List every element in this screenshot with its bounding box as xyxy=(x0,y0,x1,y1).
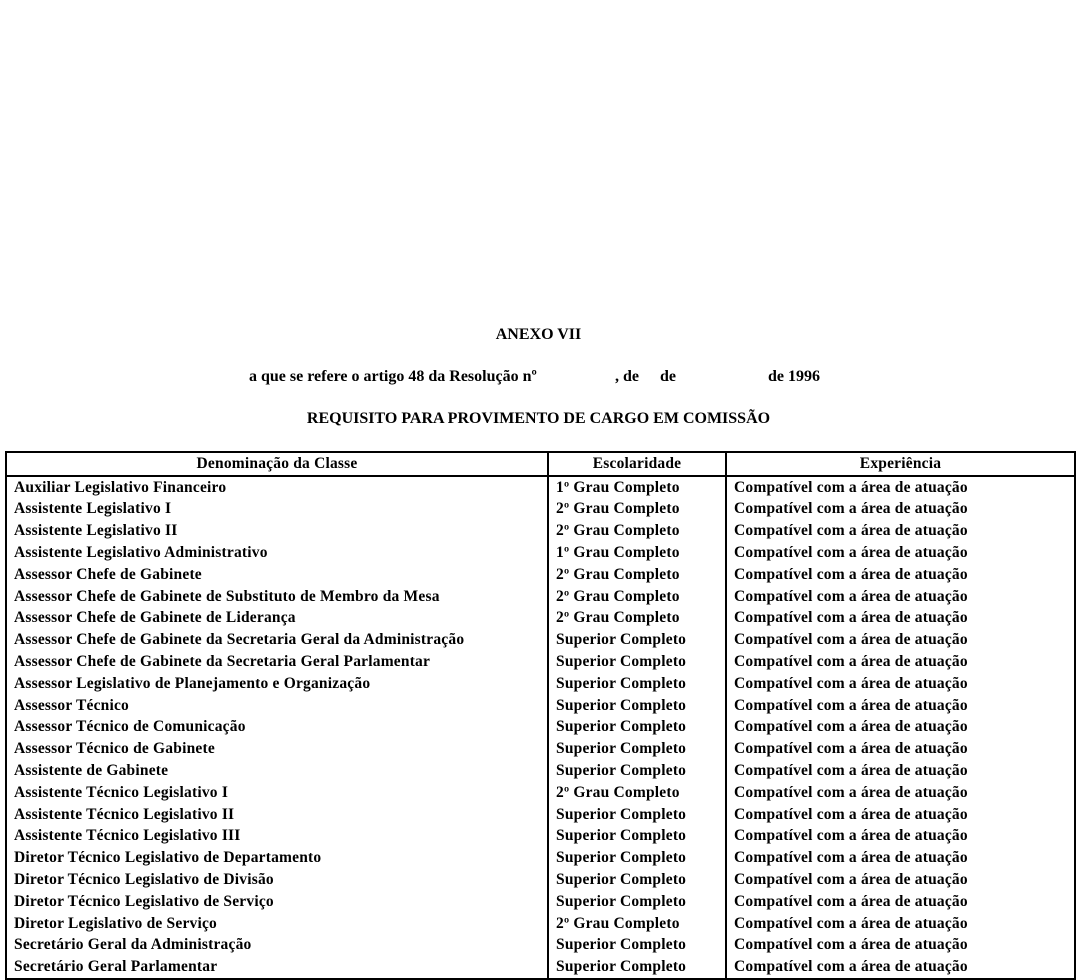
page-subtitle: REQUISITO PARA PROVIMENTO DE CARGO EM COMISSÃO xyxy=(306,410,771,427)
cell-experience: Compatível com a área de atuação xyxy=(726,891,1075,913)
cell-experience: Compatível com a área de atuação xyxy=(726,564,1075,586)
cell-education: Superior Completo xyxy=(548,804,726,826)
cell-class-name: Secretário Geral Parlamentar xyxy=(6,956,548,979)
table-row xyxy=(6,913,1075,935)
table-row xyxy=(6,499,1075,521)
cell-experience: Compatível com a área de atuação xyxy=(726,826,1075,848)
cell-experience: Compatível com a área de atuação xyxy=(726,760,1075,782)
cell-education: Superior Completo xyxy=(548,956,726,979)
cell-class-name: Assessor Chefe de Gabinete da Secretaria Geral Parlamentar xyxy=(6,651,548,673)
cell-class-name: Assistente Técnico Legislativo III xyxy=(6,826,548,848)
cell-experience: Compatível com a área de atuação xyxy=(726,956,1075,979)
cell-education: Superior Completo xyxy=(548,869,726,891)
cell-education: Superior Completo xyxy=(548,760,726,782)
cell-experience: Compatível com a área de atuação xyxy=(726,673,1075,695)
table-row xyxy=(6,847,1075,869)
table-body xyxy=(6,476,1075,979)
cell-experience: Compatível com a área de atuação xyxy=(726,847,1075,869)
table-row xyxy=(6,760,1075,782)
table-row xyxy=(6,869,1075,891)
table-row xyxy=(6,826,1075,848)
cell-education: 2º Grau Completo xyxy=(548,913,726,935)
table-row xyxy=(6,717,1075,739)
cell-education: Superior Completo xyxy=(548,717,726,739)
reference-text-de-month: de xyxy=(660,368,676,385)
cell-class-name: Assistente Técnico Legislativo I xyxy=(6,782,548,804)
cell-class-name: Assistente Legislativo Administrativo xyxy=(6,542,548,564)
cell-class-name: Assessor Técnico de Comunicação xyxy=(6,717,548,739)
table-row xyxy=(6,782,1075,804)
cell-education: Superior Completo xyxy=(548,695,726,717)
cell-class-name: Assistente Legislativo I xyxy=(6,499,548,521)
cell-experience: Compatível com a área de atuação xyxy=(726,586,1075,608)
cell-education: Superior Completo xyxy=(548,847,726,869)
cell-class-name: Assistente Legislativo II xyxy=(6,520,548,542)
cell-class-name: Assessor Legislativo de Planejamento e Organização xyxy=(6,673,548,695)
cell-education: 2º Grau Completo xyxy=(548,782,726,804)
table-row xyxy=(6,651,1075,673)
cell-experience: Compatível com a área de atuação xyxy=(726,651,1075,673)
table-row xyxy=(6,738,1075,760)
cell-experience: Compatível com a área de atuação xyxy=(726,935,1075,957)
cell-education: 2º Grau Completo xyxy=(548,520,726,542)
table-row xyxy=(6,608,1075,630)
cell-education: Superior Completo xyxy=(548,651,726,673)
cell-class-name: Assessor Chefe de Gabinete de Liderança xyxy=(6,608,548,630)
table-row xyxy=(6,542,1075,564)
cell-class-name: Assistente de Gabinete xyxy=(6,760,548,782)
column-header-class: Denominação da Classe xyxy=(6,452,548,476)
cell-education: 2º Grau Completo xyxy=(548,586,726,608)
column-header-education: Escolaridade xyxy=(548,452,726,476)
cell-class-name: Assessor Chefe de Gabinete de Substituto de Membro da Mesa xyxy=(6,586,548,608)
cell-education: 2º Grau Completo xyxy=(548,608,726,630)
reference-text-year: de 1996 xyxy=(768,368,820,385)
table-header-row xyxy=(6,452,1075,476)
cell-experience: Compatível com a área de atuação xyxy=(726,913,1075,935)
cell-experience: Compatível com a área de atuação xyxy=(726,499,1075,521)
cell-experience: Compatível com a área de atuação xyxy=(726,476,1075,499)
cell-experience: Compatível com a área de atuação xyxy=(726,542,1075,564)
table-row xyxy=(6,476,1075,499)
cell-education: Superior Completo xyxy=(548,935,726,957)
cell-education: Superior Completo xyxy=(548,629,726,651)
table-row xyxy=(6,673,1075,695)
reference-line xyxy=(0,367,1077,387)
cell-experience: Compatível com a área de atuação xyxy=(726,695,1075,717)
cell-class-name: Assessor Técnico de Gabinete xyxy=(6,738,548,760)
cell-class-name: Auxiliar Legislativo Financeiro xyxy=(6,476,548,499)
cell-experience: Compatível com a área de atuação xyxy=(726,804,1075,826)
cell-class-name: Diretor Técnico Legislativo de Divisão xyxy=(6,869,548,891)
cell-experience: Compatível com a área de atuação xyxy=(726,629,1075,651)
table-row xyxy=(6,629,1075,651)
cell-experience: Compatível com a área de atuação xyxy=(726,608,1075,630)
cell-experience: Compatível com a área de atuação xyxy=(726,869,1075,891)
table-row xyxy=(6,956,1075,979)
requirements-table xyxy=(5,451,1076,980)
cell-education: 2º Grau Completo xyxy=(548,499,726,521)
table-row xyxy=(6,564,1075,586)
cell-class-name: Diretor Técnico Legislativo de Serviço xyxy=(6,891,548,913)
column-header-experience: Experiência xyxy=(726,452,1075,476)
table-row xyxy=(6,520,1075,542)
table-row xyxy=(6,586,1075,608)
table-row xyxy=(6,935,1075,957)
cell-class-name: Assistente Técnico Legislativo II xyxy=(6,804,548,826)
cell-experience: Compatível com a área de atuação xyxy=(726,738,1075,760)
cell-class-name: Diretor Legislativo de Serviço xyxy=(6,913,548,935)
cell-education: 1º Grau Completo xyxy=(548,542,726,564)
cell-experience: Compatível com a área de atuação xyxy=(726,782,1075,804)
table-row xyxy=(6,695,1075,717)
reference-text-article: a que se refere o artigo 48 da Resolução nº xyxy=(249,368,537,385)
cell-class-name: Diretor Técnico Legislativo de Departamento xyxy=(6,847,548,869)
page-title: ANEXO VII xyxy=(495,326,582,343)
cell-education: 2º Grau Completo xyxy=(548,564,726,586)
cell-class-name: Assessor Técnico xyxy=(6,695,548,717)
cell-class-name: Assessor Chefe de Gabinete xyxy=(6,564,548,586)
cell-experience: Compatível com a área de atuação xyxy=(726,717,1075,739)
cell-experience: Compatível com a área de atuação xyxy=(726,520,1075,542)
cell-class-name: Secretário Geral da Administração xyxy=(6,935,548,957)
cell-education: Superior Completo xyxy=(548,891,726,913)
cell-class-name: Assessor Chefe de Gabinete da Secretaria Geral da Administração xyxy=(6,629,548,651)
cell-education: Superior Completo xyxy=(548,826,726,848)
reference-text-de: , de xyxy=(615,368,639,385)
cell-education: 1º Grau Completo xyxy=(548,476,726,499)
cell-education: Superior Completo xyxy=(548,738,726,760)
table-row xyxy=(6,804,1075,826)
cell-education: Superior Completo xyxy=(548,673,726,695)
table-row xyxy=(6,891,1075,913)
